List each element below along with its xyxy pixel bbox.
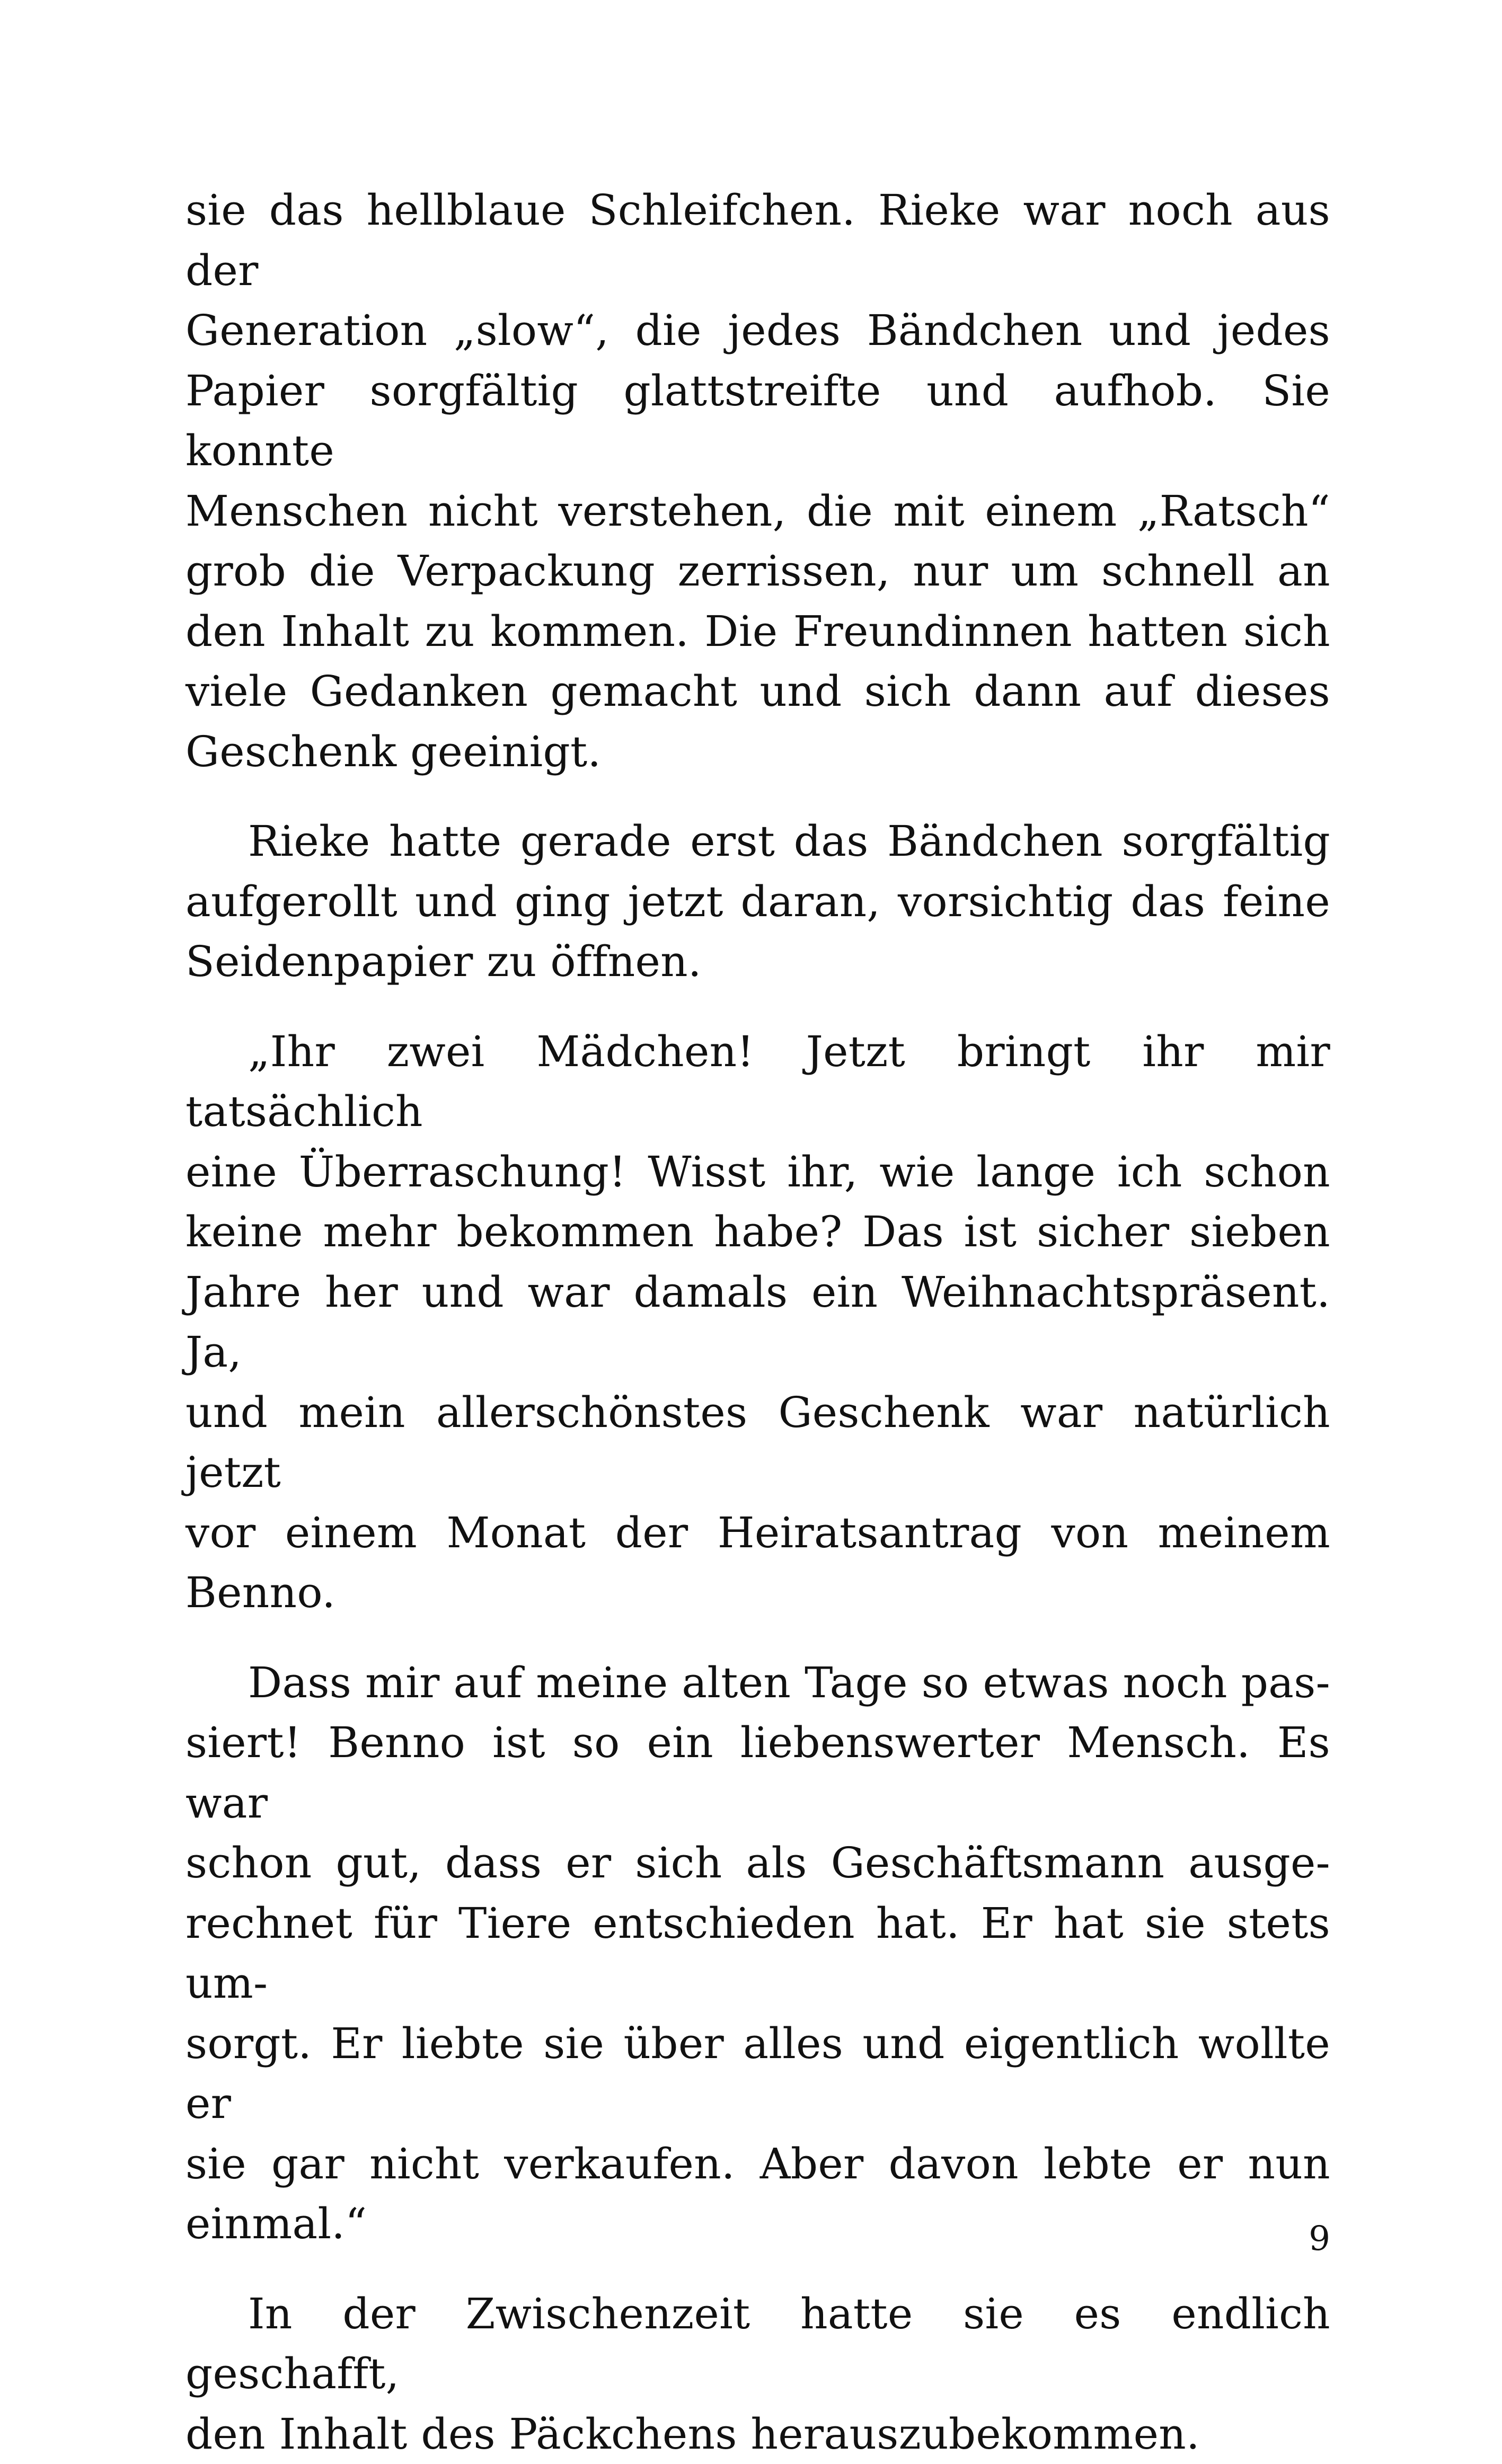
text-line: den Inhalt zu kommen. Die Freundinnen hatten sich (185, 601, 1330, 662)
text-line: viele Gedanken gemacht und sich dann auf dieses (185, 661, 1330, 722)
text-line: Menschen nicht verstehen, die mit einem „Ratsch“ (185, 481, 1330, 542)
text-line: Generation „slow“, die jedes Bändchen und jedes (185, 300, 1330, 361)
text-line: Papier sorgfältig glattstreifte und aufhob. Sie konnte (185, 361, 1330, 481)
paragraph-4 (185, 1653, 1330, 2254)
paragraph-3 (185, 1022, 1330, 1623)
text-line: Dass mir auf meine alten Tage so etwas noch pas- (185, 1653, 1330, 1713)
text-line: schon gut, dass er sich als Geschäftsmann ausge- (185, 1833, 1330, 1893)
text-line: siert! Benno ist so ein liebenswerter Mensch. Es war (185, 1713, 1330, 1833)
text-line: und mein allerschönstes Geschenk war natürlich jetzt (185, 1382, 1330, 1503)
page-number: 9 (1309, 2218, 1330, 2260)
text-line: Rieke hatte gerade erst das Bändchen sorgfältig (185, 811, 1330, 872)
text-line: Jahre her und war damals ein Weihnachtspräsent. Ja, (185, 1262, 1330, 1382)
text-line: Geschenk geeinigt. (185, 722, 1330, 782)
text-line: aufgerollt und ging jetzt daran, vorsichtig das feine (185, 872, 1330, 932)
text-line: In der Zwischenzeit hatte sie es endlich geschafft, (185, 2284, 1330, 2404)
text-line: grob die Verpackung zerrissen, nur um schnell an (185, 541, 1330, 601)
text-line: den Inhalt des Päckchens herauszubekommen. (185, 2404, 1330, 2464)
text-line: Seidenpapier zu öffnen. (185, 932, 1330, 992)
text-line: einmal.“ (185, 2194, 1330, 2254)
text-line: sorgt. Er liebte sie über alles und eigentlich wollte er (185, 2014, 1330, 2134)
paragraph-1 (185, 180, 1330, 782)
text-line: sie das hellblaue Schleifchen. Rieke war noch aus der (185, 180, 1330, 300)
paragraph-2 (185, 811, 1330, 992)
text-line: rechnet für Tiere entschieden hat. Er hat sie stets um- (185, 1893, 1330, 2014)
text-line: „Ihr zwei Mädchen! Jetzt bringt ihr mir tatsächlich (185, 1022, 1330, 1142)
body-text (185, 180, 1330, 2464)
text-line: sie gar nicht verkaufen. Aber davon lebte er nun (185, 2134, 1330, 2194)
paragraph-5 (185, 2284, 1330, 2464)
text-line: eine Überraschung! Wisst ihr, wie lange ich schon (185, 1142, 1330, 1202)
text-line: keine mehr bekommen habe? Das ist sicher sieben (185, 1202, 1330, 1262)
text-line: Benno. (185, 1563, 1330, 1623)
text-line: vor einem Monat der Heiratsantrag von meinem (185, 1503, 1330, 1563)
